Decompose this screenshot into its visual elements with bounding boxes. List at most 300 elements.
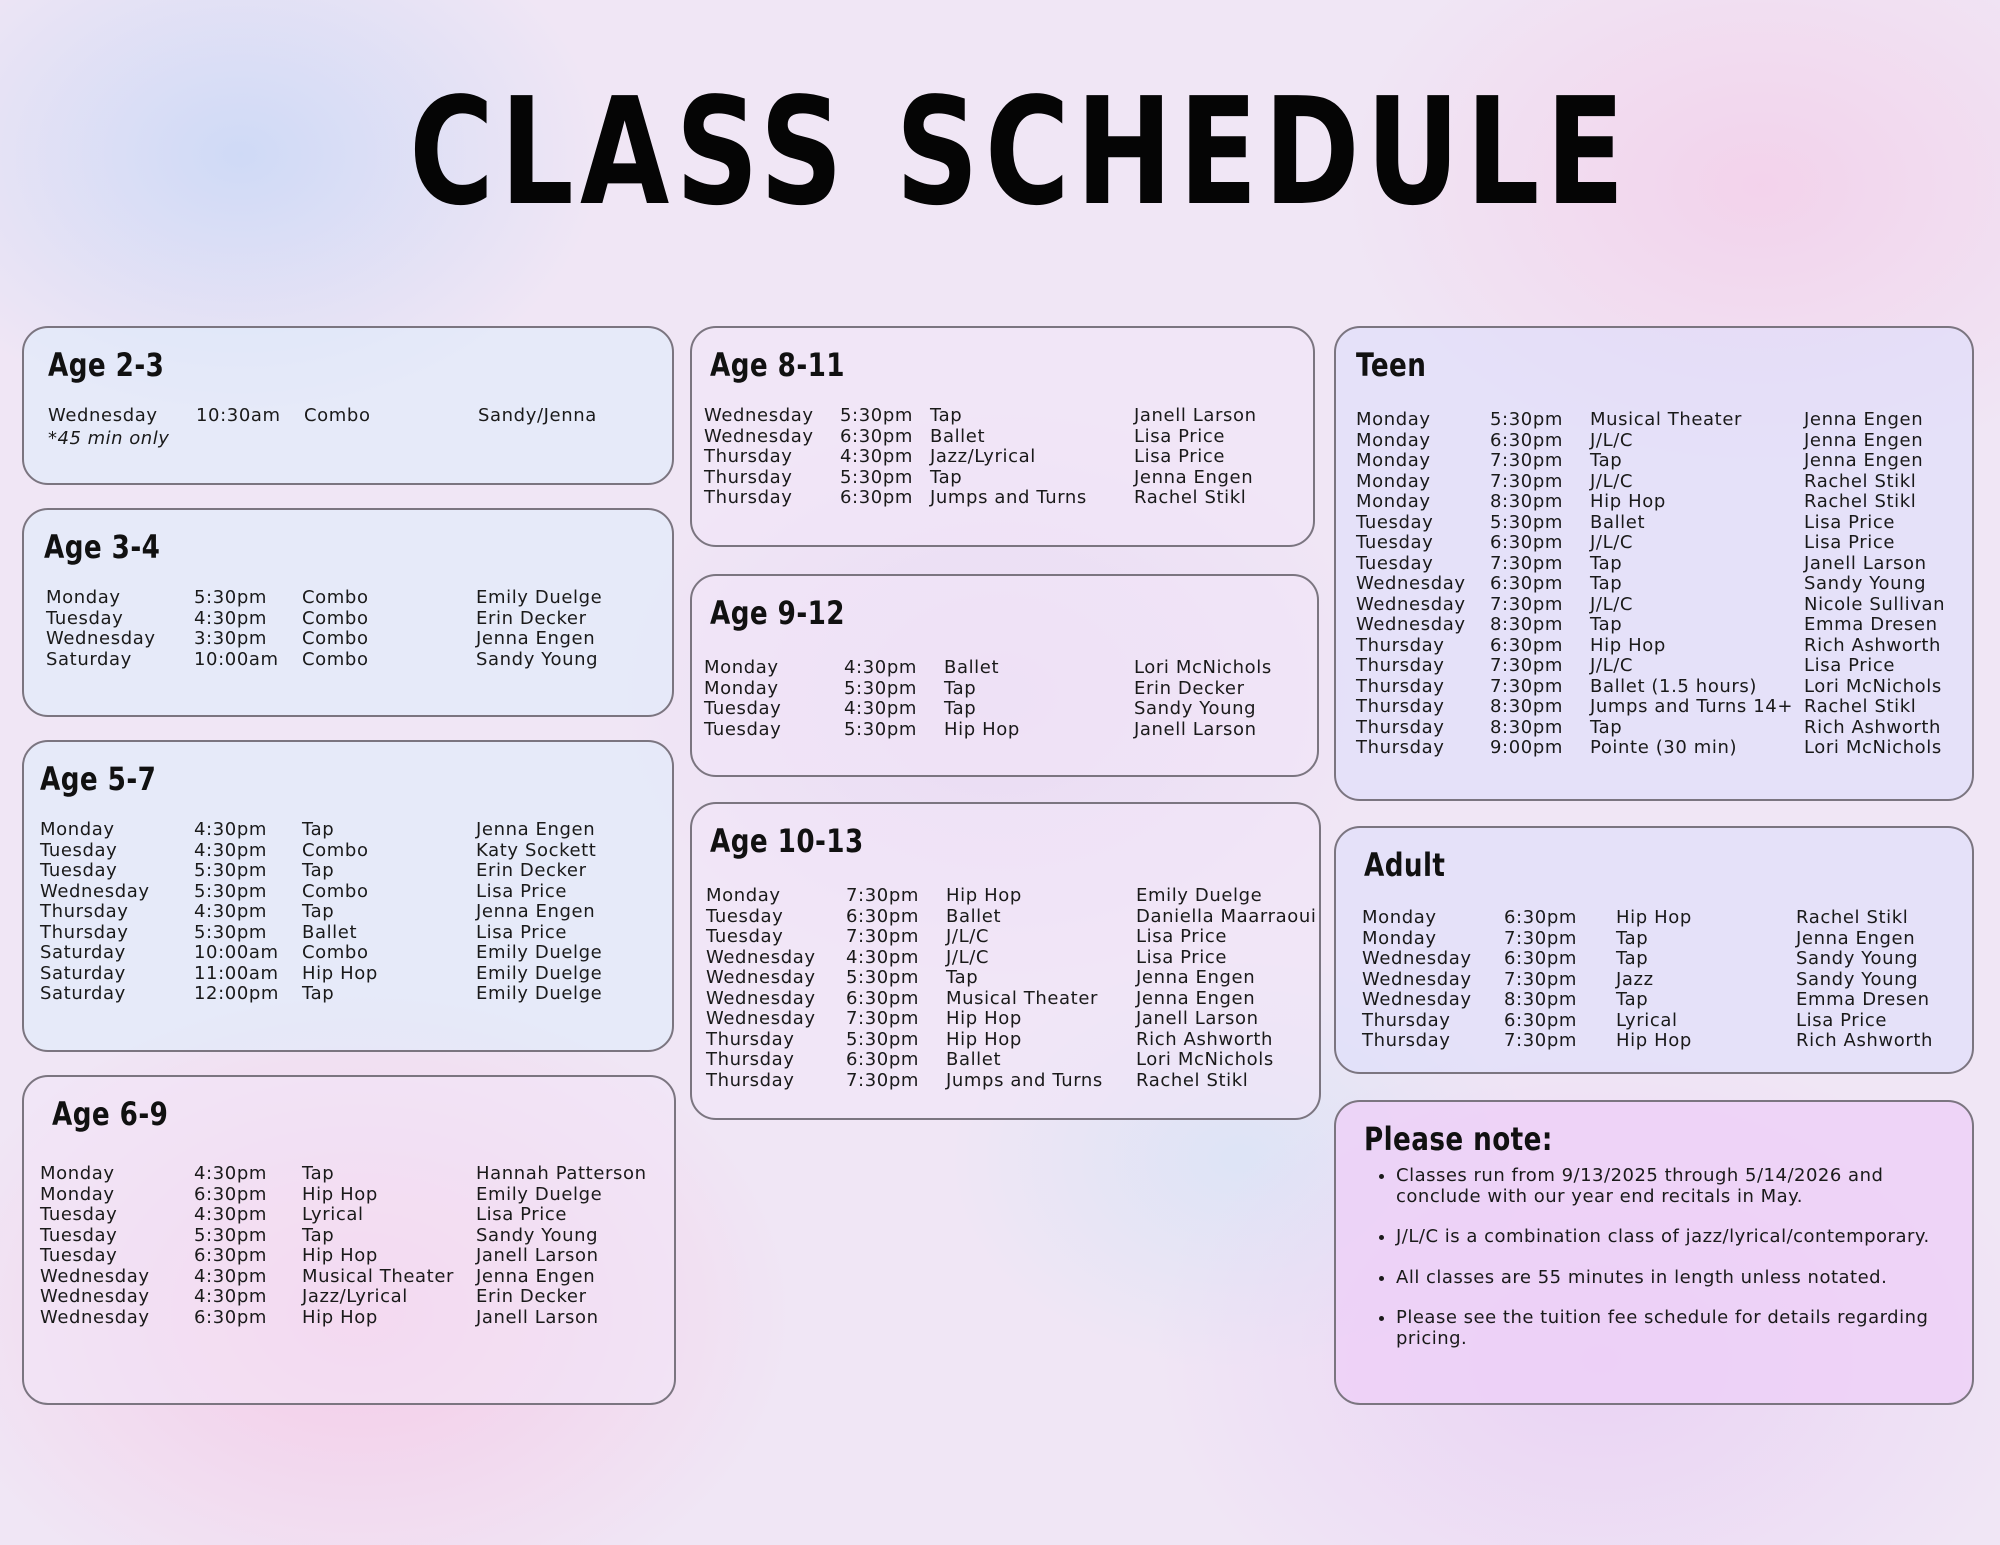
schedule-row	[1362, 1031, 1962, 1052]
time-cell: 5:30pm	[194, 860, 267, 881]
schedule-row	[1356, 595, 1962, 616]
schedule-row	[706, 886, 1309, 907]
note-item: • J/L/C is a combination class of jazz/lyrical/contemporary.	[1396, 1227, 1952, 1248]
schedule-row	[40, 964, 662, 985]
class-cell: Ballet (1.5 hours)	[1590, 675, 1758, 697]
section-age-5-7	[22, 740, 674, 1052]
section-heading: Age 3-4	[44, 528, 161, 566]
schedule-row	[706, 927, 1309, 948]
instructor-cell: Jenna Engen	[1804, 429, 1924, 451]
schedule-row	[706, 1050, 1309, 1071]
class-cell: Ballet	[946, 905, 1002, 927]
class-cell: Tap	[1616, 927, 1649, 949]
class-cell: Tap	[944, 677, 977, 699]
day-cell: Tuesday	[40, 1224, 118, 1246]
schedule-row	[704, 658, 1307, 679]
section-heading: Age 8-11	[710, 346, 845, 384]
class-cell: Hip Hop	[946, 1028, 1022, 1050]
instructor-cell: Sandy Young	[1796, 948, 1919, 969]
day-cell: Wednesday	[1362, 948, 1472, 969]
day-cell: Saturday	[40, 962, 126, 984]
class-cell: Ballet	[944, 657, 1000, 678]
time-cell: 6:30pm	[1490, 634, 1563, 656]
time-cell: 8:30pm	[1504, 989, 1577, 1010]
schedule-row	[704, 679, 1307, 700]
schedule-row	[706, 1071, 1309, 1092]
class-cell: Musical Theater	[946, 987, 1099, 1009]
day-cell: Tuesday	[40, 1245, 118, 1266]
time-cell: 7:30pm	[846, 926, 919, 947]
time-cell: 5:30pm	[194, 880, 267, 902]
day-cell: Thursday	[1356, 675, 1445, 697]
day-cell: Monday	[1356, 491, 1431, 512]
instructor-cell: Rachel Stikl	[1804, 696, 1917, 717]
schedule-row	[1356, 697, 1962, 718]
section-age-3-4	[22, 508, 674, 717]
instructor-cell: Rachel Stikl	[1804, 491, 1917, 512]
section-heading: Age 2-3	[48, 346, 165, 384]
time-cell: 6:30pm	[846, 1049, 919, 1070]
class-cell: Tap	[1616, 948, 1649, 969]
time-cell: 4:30pm	[194, 1204, 267, 1225]
class-cell: Tap	[1590, 614, 1623, 635]
day-cell: Thursday	[704, 466, 793, 488]
instructor-cell: Jenna Engen	[1136, 987, 1256, 1009]
time-cell: 4:30pm	[194, 901, 267, 922]
class-cell: Musical Theater	[302, 1265, 455, 1287]
class-cell: Hip Hop	[1616, 1030, 1692, 1051]
class-cell: Tap	[944, 698, 977, 719]
schedule-row	[40, 1308, 664, 1329]
section-heading: Age 10-13	[710, 822, 864, 860]
instructor-cell: Emily Duelge	[1136, 885, 1263, 906]
time-cell: 6:30pm	[1490, 429, 1563, 451]
class-cell: Jazz/Lyrical	[302, 1286, 408, 1307]
schedule-row	[40, 1164, 664, 1185]
instructor-cell: Sandy Young	[476, 648, 599, 670]
section-teen	[1334, 326, 1974, 801]
schedule-row	[40, 902, 662, 923]
class-cell: Jumps and Turns	[946, 1069, 1103, 1091]
time-cell: 4:30pm	[844, 698, 917, 719]
schedule-row	[1356, 615, 1962, 636]
class-cell: Pointe (30 min)	[1590, 737, 1738, 758]
day-cell: Tuesday	[1356, 532, 1434, 553]
schedule-row	[1356, 431, 1962, 452]
schedule-rows	[48, 406, 662, 427]
class-cell: Hip Hop	[946, 885, 1022, 906]
section-age-9-12	[690, 574, 1319, 777]
day-cell: Monday	[704, 677, 779, 699]
schedule-row	[40, 984, 662, 1005]
day-cell: Tuesday	[46, 607, 124, 629]
class-cell: Tap	[302, 1163, 335, 1184]
day-cell: Monday	[1356, 450, 1431, 471]
schedule-row	[1356, 410, 1962, 431]
class-cell: Tap	[302, 983, 335, 1004]
time-cell: 4:30pm	[194, 607, 267, 629]
time-cell: 6:30pm	[194, 1183, 267, 1205]
section-heading: Age 9-12	[710, 594, 845, 632]
time-cell: 4:30pm	[846, 946, 919, 968]
day-cell: Monday	[1356, 470, 1431, 492]
time-cell: 7:30pm	[846, 885, 919, 906]
instructor-cell: Lori McNichols	[1136, 1049, 1274, 1070]
class-cell: Combo	[302, 607, 369, 629]
class-cell: Hip Hop	[1616, 907, 1692, 928]
class-cell: Hip Hop	[302, 962, 378, 984]
instructor-cell: Katy Sockett	[476, 839, 597, 861]
day-cell: Thursday	[40, 901, 129, 922]
instructor-cell: Lisa Price	[1796, 1009, 1888, 1031]
time-cell: 4:30pm	[194, 1163, 267, 1184]
day-cell: Monday	[1362, 927, 1437, 949]
schedule-row	[1356, 656, 1962, 677]
schedule-row	[40, 1205, 664, 1226]
day-cell: Saturday	[40, 983, 126, 1004]
time-cell: 4:30pm	[194, 819, 267, 840]
time-cell: 5:30pm	[840, 405, 913, 426]
class-cell: Ballet	[930, 425, 986, 447]
instructor-cell: Rachel Stikl	[1796, 907, 1909, 928]
schedule-row	[40, 1287, 664, 1308]
class-cell: J/L/C	[946, 926, 990, 947]
time-cell: 5:30pm	[846, 967, 919, 988]
class-cell: J/L/C	[1590, 532, 1634, 553]
time-cell: 8:30pm	[1490, 614, 1563, 635]
instructor-cell: Janell Larson	[1134, 718, 1257, 740]
class-cell: Hip Hop	[302, 1306, 378, 1328]
time-cell: 6:30pm	[194, 1306, 267, 1328]
instructor-cell: Jenna Engen	[476, 901, 596, 922]
instructor-cell: Emily Duelge	[476, 587, 603, 608]
class-cell: Ballet	[1590, 511, 1646, 533]
instructor-cell: Hannah Patterson	[476, 1163, 647, 1184]
instructor-cell: Janell Larson	[476, 1306, 599, 1328]
instructor-cell: Janell Larson	[476, 1245, 599, 1266]
instructor-cell: Rich Ashworth	[1796, 1030, 1934, 1051]
day-cell: Wednesday	[1362, 989, 1472, 1010]
day-cell: Monday	[704, 657, 779, 678]
time-cell: 6:30pm	[1504, 948, 1577, 969]
instructor-cell: Lisa Price	[1804, 655, 1896, 676]
instructor-cell: Jenna Engen	[1804, 409, 1924, 430]
day-cell: Tuesday	[704, 698, 782, 719]
day-cell: Thursday	[704, 446, 793, 467]
instructor-cell: Jenna Engen	[476, 819, 596, 840]
time-cell: 7:30pm	[1490, 450, 1563, 471]
day-cell: Wednesday	[706, 967, 816, 988]
instructor-cell: Sandy Young	[1796, 968, 1919, 990]
day-cell: Tuesday	[1356, 552, 1434, 574]
time-cell: 5:30pm	[844, 718, 917, 740]
schedule-row	[48, 406, 662, 427]
day-cell: Tuesday	[704, 718, 782, 740]
day-cell: Thursday	[704, 487, 793, 508]
time-cell: 6:30pm	[194, 1245, 267, 1266]
instructor-cell: Emma Dresen	[1804, 614, 1938, 635]
schedule-row	[1356, 533, 1962, 554]
day-cell: Monday	[40, 1163, 115, 1184]
day-cell: Thursday	[1356, 655, 1445, 676]
class-cell: Tap	[302, 819, 335, 840]
schedule-rows	[704, 658, 1307, 740]
schedule-rows	[40, 1164, 664, 1328]
schedule-row	[704, 699, 1307, 720]
class-cell: Tap	[1590, 552, 1623, 574]
instructor-cell: Erin Decker	[476, 860, 587, 881]
schedule-row	[40, 943, 662, 964]
day-cell: Thursday	[1356, 737, 1445, 758]
time-cell: 5:30pm	[194, 587, 267, 608]
day-cell: Monday	[40, 1183, 115, 1205]
class-cell: Tap	[302, 860, 335, 881]
schedule-row	[704, 720, 1307, 741]
time-cell: 6:30pm	[1504, 1009, 1577, 1031]
day-cell: Wednesday	[704, 425, 814, 447]
section-heading: Age 5-7	[40, 760, 157, 798]
day-cell: Monday	[706, 885, 781, 906]
schedule-row	[40, 1267, 664, 1288]
day-cell: Wednesday	[40, 1306, 150, 1328]
section-heading: Age 6-9	[52, 1095, 169, 1133]
time-cell: 7:30pm	[1504, 1030, 1577, 1051]
schedule-row	[1362, 990, 1962, 1011]
day-cell: Thursday	[40, 921, 129, 943]
instructor-cell: Lisa Price	[1134, 425, 1226, 447]
day-cell: Tuesday	[706, 926, 784, 947]
day-cell: Wednesday	[704, 405, 814, 426]
schedule-row	[40, 820, 662, 841]
class-cell: Ballet	[946, 1049, 1002, 1070]
schedule-row	[704, 406, 1303, 427]
day-cell: Wednesday	[1356, 614, 1466, 635]
schedule-row	[706, 905, 1317, 928]
schedule-row	[706, 968, 1309, 989]
section-age-2-3	[22, 326, 674, 485]
time-cell: 3:30pm	[194, 628, 267, 649]
day-cell: Wednesday	[706, 987, 816, 1009]
time-cell: 4:30pm	[194, 1265, 267, 1287]
day-cell: Saturday	[46, 648, 132, 670]
class-cell: Lyrical	[1616, 1009, 1678, 1031]
schedule-row	[1356, 636, 1962, 657]
time-cell: 7:30pm	[1490, 655, 1563, 676]
class-cell: Combo	[302, 587, 369, 608]
time-cell: 10:00am	[194, 648, 279, 670]
time-cell: 7:30pm	[846, 1008, 919, 1029]
class-cell: Hip Hop	[1590, 491, 1666, 512]
section-age-10-13	[690, 802, 1321, 1120]
day-cell: Thursday	[706, 1049, 795, 1070]
time-cell: 7:30pm	[1504, 927, 1577, 949]
instructor-cell: Erin Decker	[1134, 677, 1245, 699]
instructor-cell: Lisa Price	[476, 1204, 568, 1225]
time-cell: 5:30pm	[194, 1224, 267, 1246]
instructor-cell: Jenna Engen	[476, 628, 596, 649]
class-cell: Tap	[1590, 450, 1623, 471]
schedule-row	[1356, 554, 1962, 575]
schedule-row	[1362, 1011, 1962, 1032]
time-cell: 12:00pm	[194, 983, 280, 1004]
duration-note: *45 min only	[48, 428, 170, 449]
note-item: • Please see the tuition fee schedule for details regarding pricing.	[1396, 1308, 1952, 1349]
time-cell: 8:30pm	[1490, 491, 1563, 512]
time-cell: 5:30pm	[840, 466, 913, 488]
schedule-row	[1356, 451, 1962, 472]
day-cell: Thursday	[1362, 1030, 1451, 1051]
class-cell: J/L/C	[1590, 429, 1634, 451]
time-cell: 6:30pm	[1504, 907, 1577, 928]
instructor-cell: Sandy Young	[476, 1224, 599, 1246]
time-cell: 4:30pm	[194, 1286, 267, 1307]
class-cell: Tap	[1590, 573, 1623, 594]
day-cell: Tuesday	[40, 860, 118, 881]
time-cell: 5:30pm	[1490, 511, 1563, 533]
schedule-row	[40, 841, 662, 862]
class-cell: Tap	[302, 901, 335, 922]
class-cell: Jazz	[1616, 968, 1654, 990]
day-cell: Saturday	[40, 942, 126, 963]
day-cell: Monday	[46, 587, 121, 608]
class-cell: Musical Theater	[1590, 409, 1743, 430]
instructor-cell: Erin Decker	[476, 607, 587, 629]
instructor-cell: Erin Decker	[476, 1286, 587, 1307]
schedule-row	[704, 488, 1303, 509]
time-cell: 7:30pm	[1504, 968, 1577, 990]
instructor-cell: Lisa Price	[1134, 446, 1226, 467]
instructor-cell: Jenna Engen	[1804, 450, 1924, 471]
day-cell: Wednesday	[40, 880, 150, 902]
schedule-row	[1362, 949, 1962, 970]
instructor-cell: Emma Dresen	[1796, 989, 1930, 1010]
day-cell: Tuesday	[1356, 511, 1434, 533]
day-cell: Thursday	[1356, 634, 1445, 656]
schedule-row	[46, 588, 662, 609]
schedule-row	[1362, 970, 1962, 991]
time-cell: 6:30pm	[1490, 573, 1563, 594]
schedule-row	[1356, 574, 1962, 595]
schedule-row	[706, 948, 1309, 969]
schedule-row	[704, 427, 1303, 448]
class-cell: J/L/C	[1590, 655, 1634, 676]
instructor-cell: Rachel Stikl	[1804, 470, 1917, 492]
day-cell: Wednesday	[1362, 968, 1472, 990]
note-item: • Classes run from 9/13/2025 through 5/14/2026 and conclude with our year end recitals in May.	[1396, 1166, 1952, 1207]
time-cell: 11:00am	[194, 962, 279, 984]
instructor-cell: Lisa Price	[1136, 946, 1228, 968]
class-cell: Hip Hop	[944, 718, 1020, 740]
section-age-8-11	[690, 326, 1315, 547]
schedule-row	[46, 609, 662, 630]
schedule-row	[1356, 718, 1962, 739]
instructor-cell: Lisa Price	[1804, 532, 1896, 553]
class-cell: Jumps and Turns 14+	[1590, 696, 1794, 717]
day-cell: Monday	[40, 819, 115, 840]
class-cell: Lyrical	[302, 1204, 364, 1225]
instructor-cell: Lori McNichols	[1134, 657, 1272, 678]
instructor-cell: Sandy Young	[1804, 573, 1927, 594]
instructor-cell: Daniella Maarraoui	[1136, 905, 1317, 927]
time-cell: 5:30pm	[846, 1028, 919, 1050]
schedule-row	[46, 650, 662, 671]
section-heading: Adult	[1364, 846, 1446, 884]
schedule-rows	[40, 820, 662, 1005]
schedule-row	[706, 1009, 1309, 1030]
day-cell: Wednesday	[40, 1265, 150, 1287]
day-cell: Wednesday	[706, 1008, 816, 1029]
instructor-cell: Jenna Engen	[1136, 967, 1256, 988]
schedule-rows	[46, 588, 662, 670]
notes-list	[1376, 1166, 1952, 1369]
instructor-cell: Nicole Sullivan	[1804, 593, 1946, 615]
instructor-cell: Sandy/Jenna	[478, 405, 597, 426]
class-cell: Combo	[302, 628, 369, 649]
class-cell: Combo	[304, 405, 371, 426]
instructor-cell: Jenna Engen	[1796, 927, 1916, 949]
schedule-row	[1362, 929, 1962, 950]
instructor-cell: Rachel Stikl	[1134, 487, 1247, 508]
class-cell: Combo	[302, 942, 369, 963]
class-cell: Combo	[302, 839, 369, 861]
day-cell: Monday	[1356, 429, 1431, 451]
instructor-cell: Janell Larson	[1136, 1008, 1259, 1029]
instructor-cell: Emily Duelge	[476, 983, 603, 1004]
day-cell: Thursday	[706, 1028, 795, 1050]
day-cell: Thursday	[1356, 716, 1445, 738]
schedule-row	[1362, 908, 1962, 929]
instructor-cell: Lori McNichols	[1804, 675, 1942, 697]
schedule-row	[706, 989, 1309, 1010]
instructor-cell: Rich Ashworth	[1804, 634, 1942, 656]
schedule-rows	[1356, 410, 1962, 759]
instructor-cell: Emily Duelge	[476, 1183, 603, 1205]
class-cell: Jazz/Lyrical	[930, 446, 1036, 467]
note-item: • All classes are 55 minutes in length unless notated.	[1396, 1268, 1952, 1289]
instructor-cell: Jenna Engen	[476, 1265, 596, 1287]
class-cell: J/L/C	[946, 946, 990, 968]
day-cell: Thursday	[1356, 696, 1445, 717]
instructor-cell: Emily Duelge	[476, 962, 603, 984]
class-cell: Tap	[946, 967, 979, 988]
page-title: CLASS SCHEDULE	[409, 66, 1631, 238]
schedule-row	[40, 1226, 664, 1247]
time-cell: 9:00pm	[1490, 737, 1563, 758]
instructor-cell: Lisa Price	[1136, 926, 1228, 947]
instructor-cell: Lisa Price	[1804, 511, 1896, 533]
instructor-cell: Rachel Stikl	[1136, 1069, 1249, 1091]
day-cell: Wednesday	[48, 405, 158, 426]
day-cell: Thursday	[706, 1069, 795, 1091]
time-cell: 7:30pm	[1490, 593, 1563, 615]
schedule-row	[46, 629, 662, 650]
day-cell: Tuesday	[706, 905, 784, 927]
schedule-row	[40, 1246, 664, 1267]
time-cell: 4:30pm	[840, 446, 913, 467]
please-note-panel	[1334, 1100, 1974, 1405]
instructor-cell: Rich Ashworth	[1804, 716, 1942, 738]
day-cell: Monday	[1362, 907, 1437, 928]
class-cell: Hip Hop	[302, 1245, 378, 1266]
time-cell: 6:30pm	[840, 487, 913, 508]
schedule-row	[40, 923, 662, 944]
schedule-row	[706, 1030, 1309, 1051]
class-cell: Jumps and Turns	[930, 487, 1087, 508]
instructor-cell: Sandy Young	[1134, 698, 1257, 719]
time-cell: 10:00am	[194, 942, 279, 963]
day-cell: Wednesday	[1356, 573, 1466, 594]
class-cell: Tap	[1590, 716, 1623, 738]
